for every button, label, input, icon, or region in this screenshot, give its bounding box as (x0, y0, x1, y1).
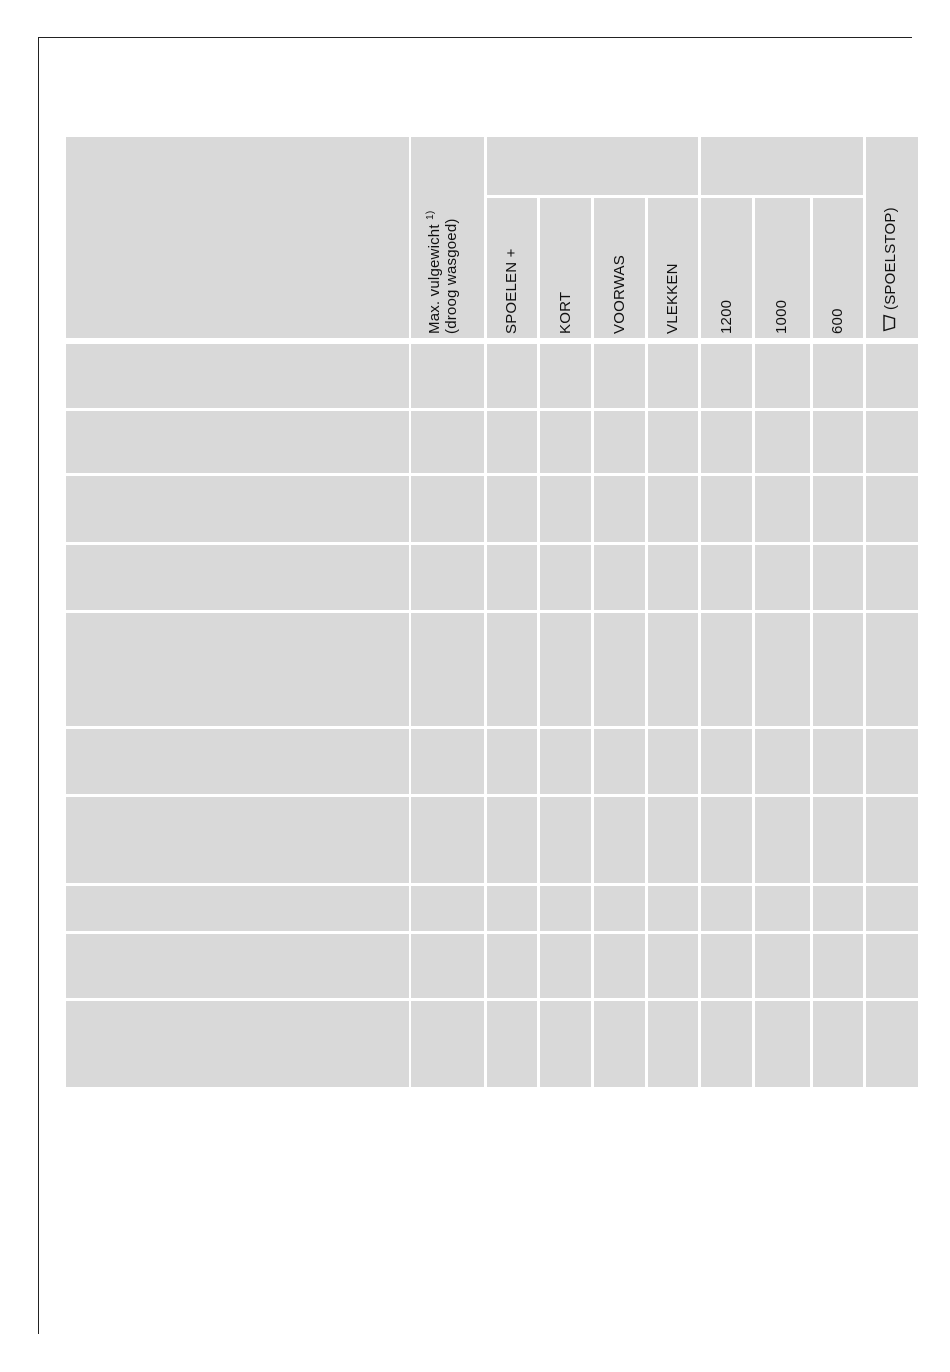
table-cell (411, 344, 484, 408)
table-cell (755, 613, 810, 726)
row-program-cell (66, 476, 409, 542)
max-weight-line-1: Max. vulgewicht (426, 224, 443, 334)
row-program-cell (66, 729, 409, 794)
table-cell (594, 1001, 645, 1087)
table-cell (813, 545, 863, 610)
table-cell (540, 476, 591, 542)
table-cell (487, 476, 537, 542)
row-program-cell (66, 797, 409, 883)
table-cell (701, 934, 752, 998)
table-cell (866, 1001, 918, 1087)
table-cell (648, 545, 698, 610)
table-cell (411, 411, 484, 473)
table-cell (701, 729, 752, 794)
table-cell (540, 545, 591, 610)
table-cell (411, 934, 484, 998)
table-cell (648, 886, 698, 931)
table-cell (755, 411, 810, 473)
table-cell (487, 934, 537, 998)
table-cell (648, 476, 698, 542)
table-cell (487, 545, 537, 610)
table-cell (487, 411, 537, 473)
table-cell (540, 886, 591, 931)
table-cell (594, 886, 645, 931)
table-cell (701, 411, 752, 473)
table-cell (411, 886, 484, 931)
row-program-cell (66, 344, 409, 408)
option-label-vlekken: VLEKKEN (664, 263, 681, 334)
table-cell (813, 934, 863, 998)
table-cell (411, 729, 484, 794)
table-cell (540, 729, 591, 794)
table-cell (594, 934, 645, 998)
row-program-cell (66, 613, 409, 726)
table-cell (648, 797, 698, 883)
table-cell (813, 344, 863, 408)
table-cell (594, 613, 645, 726)
option-label-voorwas: VOORWAS (611, 255, 628, 334)
table-cell (755, 476, 810, 542)
spin-label-600: 600 (829, 308, 846, 334)
table-cell (701, 1001, 752, 1087)
max-weight-line-2: (droog wasgoed) (443, 218, 460, 334)
option-label-kort: KORT (557, 291, 574, 334)
footnote-marker: 1) (425, 210, 436, 220)
table-cell (648, 613, 698, 726)
table-cell (487, 729, 537, 794)
table-cell (411, 476, 484, 542)
table-cell (866, 797, 918, 883)
table-cell (813, 1001, 863, 1087)
table-cell (755, 545, 810, 610)
table-cell (701, 545, 752, 610)
table-cell (701, 797, 752, 883)
table-cell (648, 729, 698, 794)
table-cell (701, 613, 752, 726)
table-cell (487, 886, 537, 931)
table-cell (755, 729, 810, 794)
table-cell (594, 797, 645, 883)
rinse-hold-tub-icon (882, 314, 900, 332)
row-program-cell (66, 1001, 409, 1087)
table-cell (866, 729, 918, 794)
table-cell (648, 1001, 698, 1087)
table-cell (540, 613, 591, 726)
table-cell (866, 344, 918, 408)
row-program-cell (66, 411, 409, 473)
page-left-rule (38, 37, 39, 1334)
table-cell (411, 1001, 484, 1087)
table-cell (813, 797, 863, 883)
table-cell (540, 797, 591, 883)
table-cell (813, 886, 863, 931)
header-spin-group-cell (701, 137, 863, 195)
table-cell (866, 476, 918, 542)
table-cell (540, 344, 591, 408)
rinse-hold-text: (SPOELSTOP) (882, 207, 899, 310)
table-cell (411, 797, 484, 883)
table-cell (487, 613, 537, 726)
table-cell (540, 934, 591, 998)
table-cell (411, 613, 484, 726)
table-cell (866, 886, 918, 931)
table-cell (866, 613, 918, 726)
table-cell (755, 1001, 810, 1087)
option-label-spoelen: SPOELEN + (503, 248, 520, 334)
table-cell (701, 476, 752, 542)
table-cell (594, 411, 645, 473)
table-cell (487, 344, 537, 408)
table-cell (648, 411, 698, 473)
table-cell (487, 1001, 537, 1087)
row-program-cell (66, 934, 409, 998)
table-cell (813, 411, 863, 473)
row-program-cell (66, 545, 409, 610)
table-cell (755, 886, 810, 931)
header-options-group-cell (487, 137, 698, 195)
table-cell (813, 729, 863, 794)
table-cell (411, 545, 484, 610)
spin-label-1000: 1000 (773, 299, 790, 334)
table-cell (866, 934, 918, 998)
table-cell (487, 797, 537, 883)
table-cell (866, 545, 918, 610)
page-top-rule (38, 37, 912, 38)
spin-label-1200: 1200 (718, 299, 735, 334)
row-program-cell (66, 886, 409, 931)
table-cell (813, 613, 863, 726)
table-cell (813, 476, 863, 542)
table-cell (701, 344, 752, 408)
header-program-cell (66, 137, 409, 338)
table-cell (648, 934, 698, 998)
table-cell (701, 886, 752, 931)
table-cell (648, 344, 698, 408)
table-cell (755, 344, 810, 408)
table-cell (755, 797, 810, 883)
table-cell (755, 934, 810, 998)
table-cell (540, 1001, 591, 1087)
header-max-weight-label (426, 211, 460, 334)
table-cell (540, 411, 591, 473)
table-cell (594, 545, 645, 610)
table-cell (594, 729, 645, 794)
table-cell (594, 344, 645, 408)
table-cell (866, 411, 918, 473)
rinse-hold-label (882, 207, 900, 332)
table-cell (594, 476, 645, 542)
